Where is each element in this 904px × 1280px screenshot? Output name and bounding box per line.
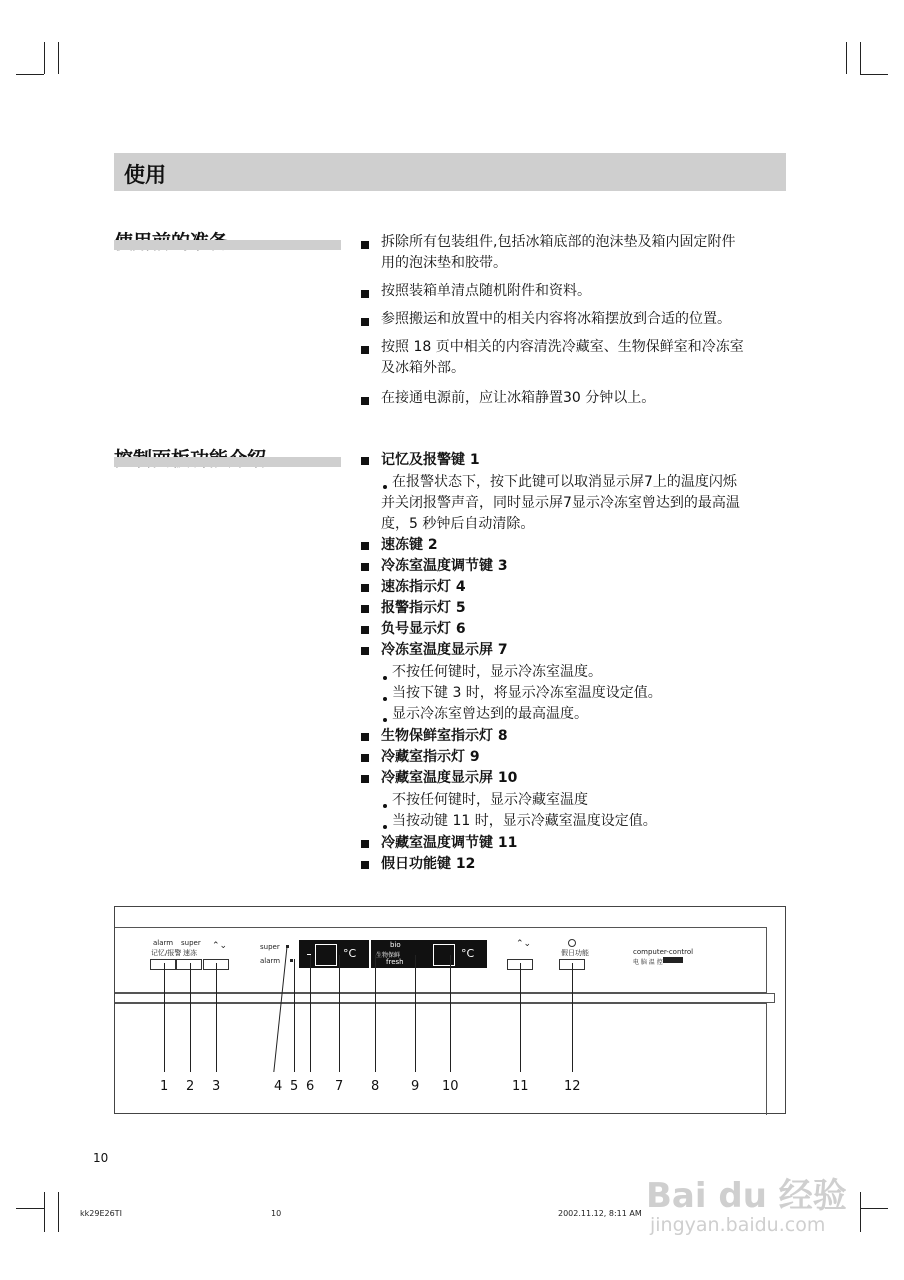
control-sub-line: 显示冷冻室曾达到的最高温度。 [392, 706, 588, 722]
prep-item-line: 及冰箱外部。 [381, 360, 465, 376]
callout-number: 6 [306, 1079, 315, 1094]
leader-line [520, 963, 521, 1072]
prep-item-line: 用的泡沫垫和胶带。 [381, 255, 507, 271]
bullet [361, 241, 369, 249]
callout-number: 9 [411, 1079, 420, 1094]
up-down-icon: ⌃⌄ [516, 939, 532, 949]
crop-mark [860, 74, 888, 75]
unit-label: °C [343, 947, 357, 960]
callout-number: 8 [371, 1079, 380, 1094]
digit-frame [433, 944, 455, 966]
led-alarm [290, 959, 293, 962]
unit-label: °C [461, 947, 475, 960]
callout-number: 3 [212, 1079, 221, 1094]
watermark-brand: Bai du 经验 [646, 1176, 847, 1216]
prep-item-line: 拆除所有包装组件,包括冰箱底部的泡沫垫及箱内固定附件 [381, 234, 736, 250]
control-panel-illustration [114, 906, 786, 1114]
leader-line [375, 955, 376, 1072]
led-alarm-label: alarm [260, 957, 281, 965]
sub-bullet [383, 804, 387, 808]
prep-item-line: 按照装箱单清点随机附件和资料。 [381, 283, 591, 299]
control-item-label: 冷藏室温度显示屏 10 [381, 770, 518, 786]
crop-mark [16, 1208, 44, 1209]
control-heading-bar [114, 457, 341, 467]
callout-number: 5 [290, 1079, 299, 1094]
bullet [361, 840, 369, 848]
callout-number: 2 [186, 1079, 195, 1094]
bullet [361, 563, 369, 571]
leader-line [294, 959, 295, 1072]
bullet [361, 733, 369, 741]
crop-mark [860, 42, 861, 74]
door-outline [115, 1003, 767, 1115]
bullet [361, 647, 369, 655]
brand-cn: 电 脑 温 控 [633, 959, 663, 966]
section-header-bar [114, 153, 786, 191]
bullet [361, 542, 369, 550]
control-item-label: 负号显示灯 6 [381, 621, 466, 637]
leader-line [216, 963, 217, 1072]
leader-line [339, 955, 340, 1072]
leader-line [572, 963, 573, 1072]
holiday-label-cn: 假日功能 [561, 949, 589, 957]
callout-number: 11 [512, 1079, 529, 1094]
watermark-url: jingyan.baidu.com [650, 1214, 826, 1236]
bullet [361, 626, 369, 634]
super-label-cn: 速冻 [183, 949, 197, 957]
control-sub-line: 当按动键 11 时，显示冷藏室温度设定值。 [392, 813, 657, 829]
bullet [361, 346, 369, 354]
super-label-en: super [181, 939, 201, 947]
control-item-label: 冷藏室温度调节键 11 [381, 835, 518, 851]
prep-heading-bar [114, 240, 341, 250]
control-sub-line: 度，5 秒钟后自动清除。 [381, 516, 535, 532]
bullet [361, 605, 369, 613]
alarm-label-en: alarm [153, 939, 174, 947]
control-item-label: 假日功能键 12 [381, 856, 476, 872]
control-sub-line: 并关闭报警声音，同时显示屏7显示冷冻室曾达到的最高温 [381, 495, 740, 511]
callout-number: 1 [160, 1079, 169, 1094]
bullet [361, 754, 369, 762]
super-key[interactable] [176, 959, 202, 970]
alarm-key[interactable] [150, 959, 176, 970]
crop-mark [44, 1192, 45, 1232]
crop-mark [16, 74, 44, 75]
page-number: 10 [93, 1151, 109, 1165]
control-item-label: 记忆及报警键 1 [381, 452, 480, 468]
alarm-label-cn: 记忆/报警 [151, 949, 182, 957]
control-item-label: 冷藏室指示灯 9 [381, 749, 480, 765]
sub-bullet [383, 485, 387, 489]
brand-en: computer-control [633, 948, 694, 956]
footer-page: 10 [271, 1209, 282, 1218]
control-item-label: 速冻键 2 [381, 537, 438, 553]
control-item-label: 速冻指示灯 4 [381, 579, 466, 595]
control-sub-line: 不按任何键时，显示冷冻室温度。 [392, 664, 602, 680]
digit-frame [315, 944, 337, 966]
bio-fresh-indicator [371, 940, 417, 968]
callout-number: 12 [564, 1079, 581, 1094]
holiday-indicator-icon [568, 939, 576, 947]
crop-mark [860, 1208, 888, 1209]
control-sub-line: 在报警状态下，按下此键可以取消显示屏7上的温度闪烁 [392, 474, 737, 490]
brand-logo [663, 957, 683, 963]
footer-file: kk29E26TI [80, 1209, 122, 1218]
crop-mark [44, 42, 45, 74]
crop-mark [860, 1192, 861, 1232]
control-item-label: 冷冻室温度显示屏 7 [381, 642, 508, 658]
prep-item-line: 参照搬运和放置中的相关内容将冰箱摆放到合适的位置。 [381, 311, 731, 327]
crop-mark [58, 42, 59, 74]
bio-label-cn: 生物保鲜 [376, 952, 401, 959]
leader-line [450, 955, 451, 1072]
prep-item-line: 按照 18 页中相关的内容清洗冷藏室、生物保鲜室和冷冻室 [381, 339, 744, 355]
callout-number: 4 [274, 1079, 283, 1094]
control-item-label: 报警指示灯 5 [381, 600, 466, 616]
bullet [361, 397, 369, 405]
led-super-label: super [260, 943, 280, 951]
control-item-label: 生物保鲜室指示灯 8 [381, 728, 508, 744]
crop-mark [58, 1192, 59, 1232]
sub-bullet [383, 718, 387, 722]
panel-rail [115, 993, 775, 1003]
sub-bullet [383, 697, 387, 701]
up-down-icon: ⌃⌄ [212, 941, 228, 951]
leader-line [190, 963, 191, 1072]
bullet [361, 457, 369, 465]
control-sub-line: 当按下键 3 时，将显示冷冻室温度设定值。 [392, 685, 662, 701]
callout-number: 10 [442, 1079, 459, 1094]
footer-date: 2002.11.12, 8:11 AM [558, 1209, 642, 1218]
leader-line [310, 955, 311, 1072]
bullet [361, 318, 369, 326]
fridge-display [417, 940, 487, 968]
section-title: 使用 [124, 163, 166, 187]
leader-line [415, 955, 416, 1072]
bullet [361, 775, 369, 783]
bullet [361, 290, 369, 298]
sub-bullet [383, 676, 387, 680]
bullet [361, 584, 369, 592]
bio-label-en: bio [390, 941, 401, 949]
fresh-label-en: fresh [386, 958, 404, 966]
sub-bullet [383, 825, 387, 829]
leader-line [164, 963, 165, 1072]
control-item-label: 冷冻室温度调节键 3 [381, 558, 508, 574]
callout-number: 7 [335, 1079, 344, 1094]
prep-item-line: 在接通电源前，应让冰箱静置30 分钟以上。 [381, 390, 656, 406]
crop-mark [846, 42, 847, 74]
bullet [361, 861, 369, 869]
control-sub-line: 不按任何键时，显示冷藏室温度 [392, 792, 588, 808]
